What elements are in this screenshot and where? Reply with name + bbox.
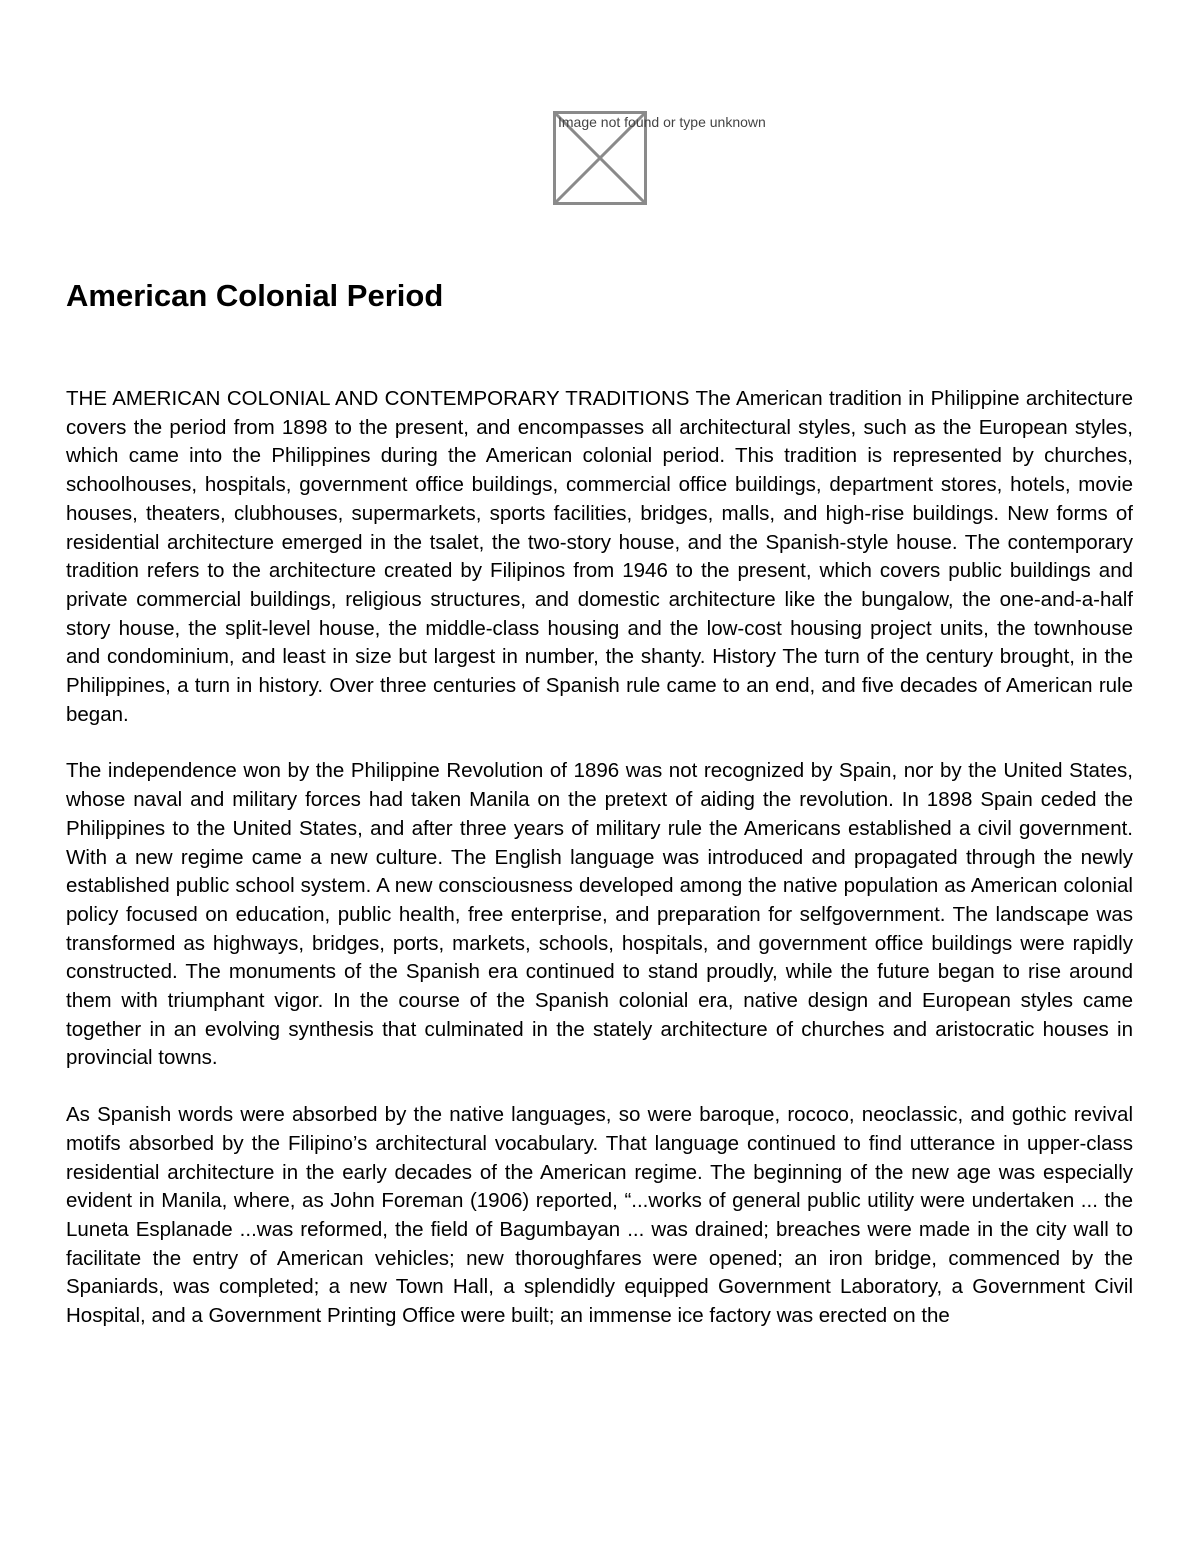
document-body bbox=[66, 385, 1133, 1359]
paragraph-2: The independence won by the Philippine Revolution of 1896 was not recognized by Spain, nor by the United States, whose naval and military forces had taken Manila on the pretext of aiding the revolution. In 1898 Spain ceded the Philippines to the United States, and after three years of military rule the Americans established a civil government. With a new regime came a new culture. The English language was introduced and propagated through the newly established public school system. A new consciousness developed among the native population as American colonial policy focused on education, public health, free enterprise, and preparation for selfgovernment. The landscape was transformed as highways, bridges, ports, markets, schools, hospitals, and government office buildings were rapidly constructed. The monuments of the Spanish era continued to stand proudly, while the future began to rise around them with triumphant vigor. In the course of the Spanish colonial era, native design and European styles came together in an evolving synthesis that culminated in the stately architecture of churches and aristocratic houses in provincial towns. bbox=[66, 759, 1133, 1070]
paragraph-3: As Spanish words were absorbed by the native languages, so were baroque, rococo, neoclassic, and gothic revival motifs absorbed by the Filipino’s architectural vocabulary. That language continued to find utterance in upper-class residential architecture in the early decades of the American regime. The beginning of the new age was especially evident in Manila, where, as John Foreman (1906) reported, “...works of general public utility were undertaken ... the Luneta Esplanade ...was reformed, the field of Bagumbayan ... was drained; breaches were made in the city wall to facilitate the entry of American vehicles; new thoroughfares were opened; an iron bridge, commenced by the Spaniards, was completed; a new Town Hall, a splendidly equipped Government Laboratory, a Government Civil Hospital, and a Government Printing Office were built; an immense ice factory was erected on the bbox=[66, 1103, 1133, 1328]
paragraph-1: THE AMERICAN COLONIAL AND CONTEMPORARY TRADITIONS The American tradition in Philippine architecture covers the period from 1898 to the present, and encompasses all architectural styles, such as the European styles, which came into the Philippines during the American colonial period. This tradition is represented by churches, schoolhouses, hospitals, government office buildings, commercial office buildings, department stores, hotels, movie houses, theaters, clubhouses, supermarkets, sports facilities, bridges, malls, and high-rise buildings. New forms of residential architecture emerged in the tsalet, the two-story house, and the Spanish-style house. The contemporary tradition refers to the architecture created by Filipinos from 1946 to the present, which covers public buildings and private commercial buildings, religious structures, and domestic architecture like the bungalow, the one-and-a-half story house, the split-level house, the middle-class housing and the low-cost housing project units, the townhouse and condominium, and least in size but largest in number, the shanty. History The turn of the century brought, in the Philippines, a turn in history. Over three centuries of Spanish rule came to an end, and five decades of American rule began. bbox=[66, 387, 1133, 726]
broken-image-placeholder bbox=[553, 111, 766, 205]
image-alt-text: Image not found or type unknown bbox=[558, 114, 766, 130]
document-title: American Colonial Period bbox=[66, 278, 444, 313]
